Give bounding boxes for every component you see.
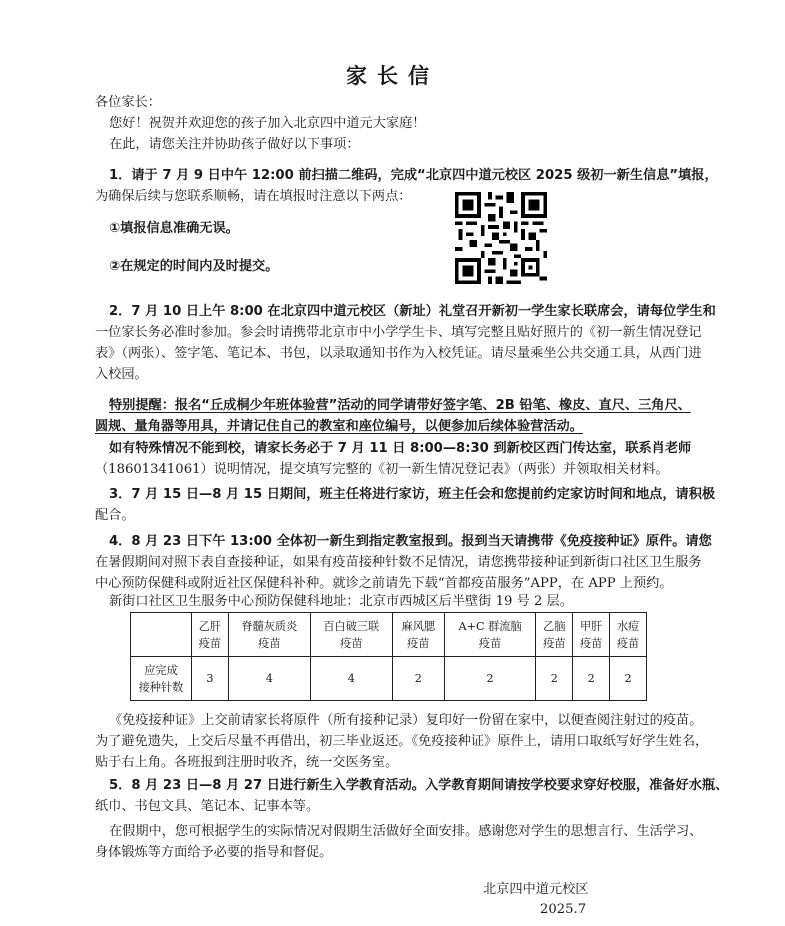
item3-line-1: 3．7 月 15 日—8 月 15 日期间，班主任将进行家访，班主任会和您提前约定家访时间和地点，请积极 (109, 487, 716, 502)
item4-line-2: 在暑假期间对照下表自查接种证，如果有疫苗接种针数不足情况，请您携带接种证到新街口社区卫生服务 (95, 555, 702, 570)
table-cell: 2 (610, 657, 647, 701)
table-header-cell: 乙脑 疫苗 (536, 613, 573, 657)
table-header-cell: 乙肝 疫苗 (192, 613, 229, 657)
item4-line-3: 中心预防保健科或附近社区保健科补种。就诊之前请先下载“首都疫苗服务”APP，在 APP 上预约。 (95, 576, 673, 591)
table-header-cell: 脊髓灰质炎 疫苗 (228, 613, 310, 657)
vaccine-note-line-2: 为了避免遗失，上交后尽量不再借出，初三毕业返还。《免疫接种证》原件上，请用口取纸写好学生姓名， (95, 734, 709, 749)
item2-line-2: 一位家长务必准时参加。参会时请携带北京市中小学学生卡、填写完整且贴好照片的《初一新生情况登记 (95, 325, 702, 340)
special-reminder-line-1: 特别提醒：报名“丘成桐少年班体验营”活动的同学请带好签字笔、2B 铅笔、橡皮、直尺、三角尺、 (109, 398, 691, 413)
table-header-cell: 水痘 疫苗 (610, 613, 647, 657)
table-row (131, 657, 647, 701)
table-row (131, 613, 647, 657)
item5-line-2: 纸巾、书包文具、笔记本、记事本等。 (95, 799, 320, 814)
item1-line-1: 1．请于 7 月 9 日中午 12:00 前扫描二维码，完成“北京四中道元校区 2025 级初一新生信息”填报， (109, 168, 718, 183)
item1-point-1: ①填报信息准确无误。 (109, 221, 239, 236)
letter-title: 家长信 (346, 64, 439, 88)
table-header-cell: 百白破三联 疫苗 (310, 613, 392, 657)
greeting: 各位家长： (95, 95, 161, 110)
special-reminder-line-2: 圆规、量角器等用具，并请记住自己的教室和座位编号，以便参加后续体验营活动。 (95, 419, 583, 434)
table-cell: 2 (536, 657, 573, 701)
table-cell: 2 (444, 657, 536, 701)
item2-line-1 (109, 302, 716, 322)
vaccine-table (130, 612, 647, 701)
special-case-line-1: 如有特殊情况不能到校，请家长务必于 7 月 11 日 8:00—8:30 到新校区西门传达室，联系肖老师 (109, 441, 692, 456)
item4-line-1: 4．8 月 23 日下午 13:00 全体初一新生到指定教室报到。报到当天请携带《免疫接种证》原件。请您 (109, 534, 712, 549)
item2-line-3: 表》（两张）、签字笔、笔记本、书包，以录取通知书作为入校凭证。请尽量乘坐公共交通工具，从西门进 (95, 346, 702, 361)
table-header-cell: A+C 群流脑 疫苗 (444, 613, 536, 657)
item5-line-1: 5．8 月 23 日—8 月 27 日进行新生入学教育活动。入学教育期间请按学校要求穿好校服，准备好水瓶、 (109, 778, 729, 793)
table-header-cell: 甲肝 疫苗 (573, 613, 610, 657)
table-cell: 4 (310, 657, 392, 701)
signature: 北京四中道元校区 (483, 882, 589, 897)
item1-line-2: 为确保后续与您联系顺畅，请在填报时注意以下两点： (95, 189, 412, 204)
table-cell: 2 (573, 657, 610, 701)
intro-line-1: 您好！祝贺并欢迎您的孩子加入北京四中道元大家庭！ (109, 116, 426, 131)
item2-line-1-text: 2．7 月 10 日上午 8:00 在北京四中道元校区（新址）礼堂召开新初一学生家长联席会，请每位学生和 (109, 304, 716, 319)
closing-line-1: 在假期中，您可根据学生的实际情况对假期生活做好全面安排。感谢您对学生的思想言行、生活学习、 (109, 824, 703, 839)
item2-line-4: 入校园。 (95, 367, 148, 382)
table-cell: 3 (192, 657, 229, 701)
table-corner-cell (131, 613, 192, 657)
table-header-cell: 麻风腮 疫苗 (392, 613, 444, 657)
table-cell: 4 (228, 657, 310, 701)
qr-code-icon[interactable] (455, 192, 547, 284)
intro-line-2: 在此，请您关注并协助孩子做好以下事项： (109, 137, 360, 152)
clinic-address: 新街口社区卫生服务中心预防保健科地址：北京市西城区后半壁街 19 号 2 层。 (109, 594, 573, 609)
item1-point-2: ②在规定的时间内及时提交。 (109, 259, 279, 274)
vaccine-note-line-3: 贴于右上角。各班报到注册时收齐，统一交医务室。 (95, 755, 399, 770)
item3-line-2: 配合。 (95, 508, 135, 523)
table-row-header: 应完成 接种针数 (131, 657, 192, 701)
letter-date: 2025.7 (540, 902, 587, 917)
closing-line-2: 身体锻炼等方面给予必要的指导和督促。 (95, 845, 333, 860)
special-case-line-2: （18601341061）说明情况，提交填写完整的《初一新生情况登记表》（两张）并领取相关材料。 (95, 462, 669, 477)
vaccine-note-line-1: 《免疫接种证》上交前请家长将原件（所有接种记录）复印好一份留在家中，以便查阅注射过的疫苗。 (109, 713, 703, 728)
table-cell: 2 (392, 657, 444, 701)
